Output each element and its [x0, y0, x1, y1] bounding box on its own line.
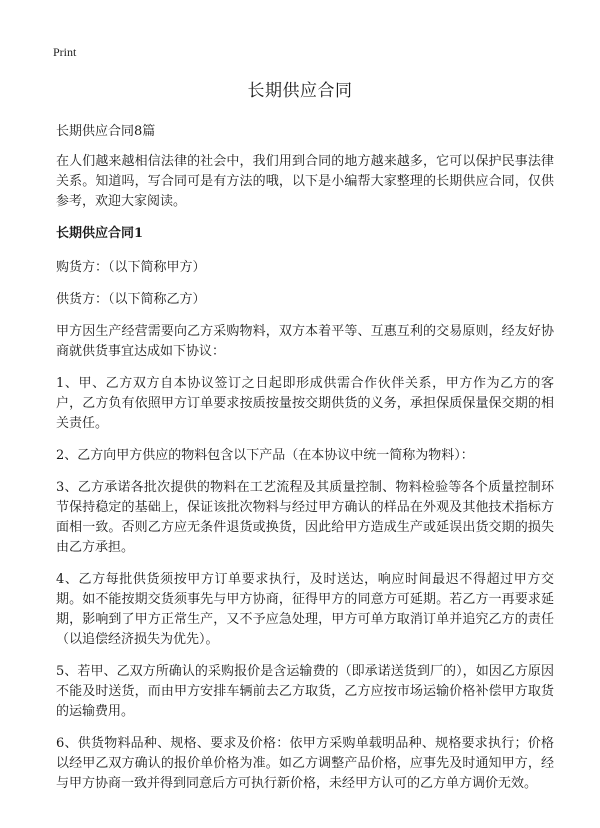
document-body [56, 122, 554, 806]
document-subtitle: 长期供应合同8篇 [56, 124, 156, 139]
clause-paragraph: 6、供货物料品种、规格、要求及价格：依甲方采购单载明品种、规格要求执行；价格以经甲乙双方确认的报价单价格为准。如乙方调整产品价格，应事先及时通知甲方，经与甲方协商一致并得到同意后方可执行新价格，未经甲方认可的乙方单方调价无效。 [56, 736, 554, 791]
section-heading: 长期供应合同1 [56, 226, 144, 241]
print-link[interactable]: Print [53, 45, 77, 59]
clause-paragraph: 5、若甲、乙双方所确认的采购报价是含运输费的（即承诺送货到厂的），如因乙方原因不能及时送货，而由甲方安排车辆前去乙方取货，乙方应按市场运输价格补偿甲方取货的运输费用。 [56, 664, 554, 719]
clause-paragraph: 1、甲、乙方双方自本协议签订之日起即形成供需合作伙伴关系，甲方作为乙方的客户，乙方负有依照甲方订单要求按质按量按交期供货的义务，承担保质保量保交期的相关责任。 [56, 376, 554, 431]
clause-paragraph: 2、乙方向甲方供应的物料包含以下产品（在本协议中统一简称为物料）： [56, 448, 474, 463]
seller-line: 供货方：（以下简称乙方） [56, 292, 206, 307]
clause-paragraph: 3、乙方承诺各批次提供的物料在工艺流程及其质量控制、物料检验等各个质量控制环节保持稳定的基础上，保证该批次物料与经过甲方确认的样品在外观及其他技术指标方面相一致。否则乙方应无条件退货或换货，因此给甲方造成生产或延误出货交期的损失由乙方承担。 [56, 480, 554, 555]
buyer-line: 购货方：（以下简称甲方） [56, 260, 206, 275]
document-title: 长期供应合同 [247, 81, 353, 101]
preamble-paragraph: 甲方因生产经营需要向乙方采购物料，双方本着平等、互惠互利的交易原则，经友好协商就供货事宜达成如下协议： [56, 324, 554, 359]
clause-paragraph: 4、乙方每批供货须按甲方订单要求执行，及时送达，响应时间最迟不得超过甲方交期。如不能按期交货须事先与甲方协商，征得甲方的同意方可延期。若乙方一再要求延期，影响到了甲方正常生产，又不予应急处理，甲方可单方取消订单并追究乙方的责任（以追偿经济损失为优先）。 [56, 572, 554, 647]
intro-paragraph: 在人们越来越相信法律的社会中，我们用到合同的地方越来越多，它可以保护民事法律关系。知道吗，写合同可是有方法的哦，以下是小编帮大家整理的长期供应合同，仅供参考，欢迎大家阅读。 [56, 154, 554, 209]
